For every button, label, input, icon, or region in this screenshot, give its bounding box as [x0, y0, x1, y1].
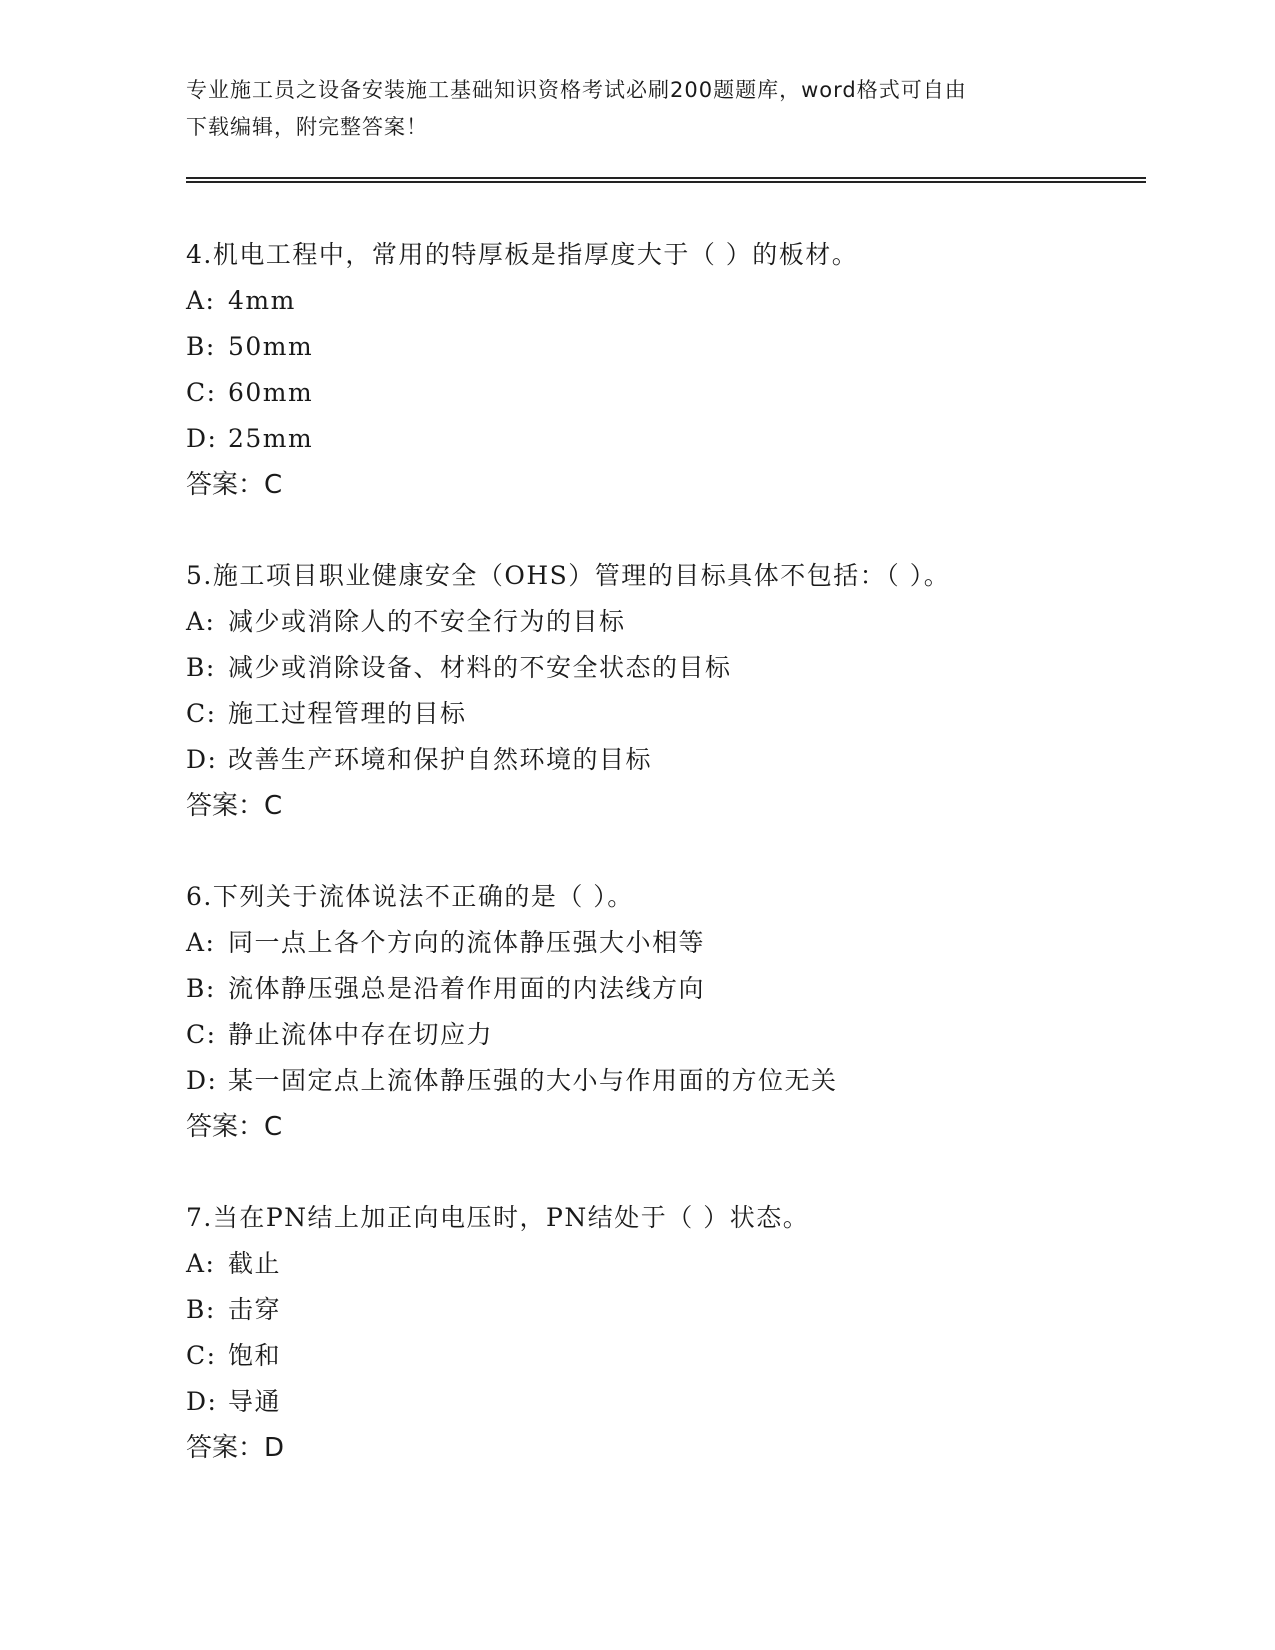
- option-b: [186, 645, 1166, 691]
- answer-line: 答案：C: [186, 470, 283, 500]
- option-text: 导通: [228, 1387, 282, 1416]
- option-key: C:: [186, 699, 217, 728]
- option-key: C:: [186, 1341, 217, 1370]
- option-key: A:: [186, 286, 216, 315]
- option-c: [186, 1012, 1166, 1058]
- question-stem: 7.当在PN结上加正向电压时，PN结处于（ ）状态。: [186, 1203, 810, 1232]
- option-c: [186, 691, 1166, 737]
- option-key: D:: [186, 745, 218, 774]
- option-d: [186, 416, 1166, 462]
- option-key: D:: [186, 424, 218, 453]
- question-stem: 6.下列关于流体说法不正确的是（ ）。: [186, 882, 634, 911]
- option-text: 60mm: [228, 378, 314, 407]
- option-key: D:: [186, 1066, 218, 1095]
- option-text: 减少或消除人的不安全行为的目标: [228, 607, 626, 636]
- option-b: [186, 1287, 1166, 1333]
- option-text: 改善生产环境和保护自然环境的目标: [228, 745, 653, 774]
- option-key: B:: [186, 974, 216, 1003]
- option-d: [186, 1058, 1166, 1104]
- option-key: A:: [186, 928, 216, 957]
- option-text: 流体静压强总是沿着作用面的内法线方向: [228, 974, 706, 1003]
- question-block: [186, 874, 1166, 1150]
- option-text: 静止流体中存在切应力: [228, 1020, 494, 1049]
- option-b: [186, 324, 1166, 370]
- option-b: [186, 966, 1166, 1012]
- option-text: 25mm: [228, 424, 314, 453]
- option-key: C:: [186, 378, 217, 407]
- question-block: [186, 553, 1166, 829]
- answer-line: 答案：D: [186, 1433, 285, 1463]
- option-a: [186, 599, 1166, 645]
- option-text: 同一点上各个方向的流体静压强大小相等: [228, 928, 706, 957]
- option-a: [186, 278, 1166, 324]
- option-d: [186, 1379, 1166, 1425]
- document-header: [186, 72, 1086, 146]
- option-text: 击穿: [228, 1295, 282, 1324]
- option-c: [186, 1333, 1166, 1379]
- option-key: A:: [186, 1249, 216, 1278]
- option-c: [186, 370, 1166, 416]
- header-line-1: 专业施工员之设备安装施工基础知识资格考试必刷200题题库，word格式可自由: [186, 78, 967, 102]
- answer-line: 答案：C: [186, 791, 283, 821]
- option-text: 截止: [228, 1249, 282, 1278]
- option-text: 减少或消除设备、材料的不安全状态的目标: [228, 653, 732, 682]
- option-key: B:: [186, 332, 216, 361]
- option-text: 4mm: [228, 286, 296, 315]
- option-a: [186, 1241, 1166, 1287]
- option-text: 饱和: [228, 1341, 282, 1370]
- question-stem: 4.机电工程中，常用的特厚板是指厚度大于（ ）的板材。: [186, 240, 859, 269]
- answer-line: 答案：C: [186, 1112, 283, 1142]
- header-line-2: 下载编辑，附完整答案！: [186, 115, 428, 139]
- question-block: [186, 232, 1166, 508]
- question-stem: 5.施工项目职业健康安全（OHS）管理的目标具体不包括：（ ）。: [186, 561, 951, 590]
- option-a: [186, 920, 1166, 966]
- option-text: 施工过程管理的目标: [228, 699, 467, 728]
- option-key: B:: [186, 653, 216, 682]
- option-text: 某一固定点上流体静压强的大小与作用面的方位无关: [228, 1066, 838, 1095]
- option-key: D:: [186, 1387, 218, 1416]
- option-key: B:: [186, 1295, 216, 1324]
- option-key: A:: [186, 607, 216, 636]
- option-key: C:: [186, 1020, 217, 1049]
- header-double-rule: [186, 177, 1146, 183]
- question-block: [186, 1195, 1166, 1471]
- option-d: [186, 737, 1166, 783]
- option-text: 50mm: [228, 332, 314, 361]
